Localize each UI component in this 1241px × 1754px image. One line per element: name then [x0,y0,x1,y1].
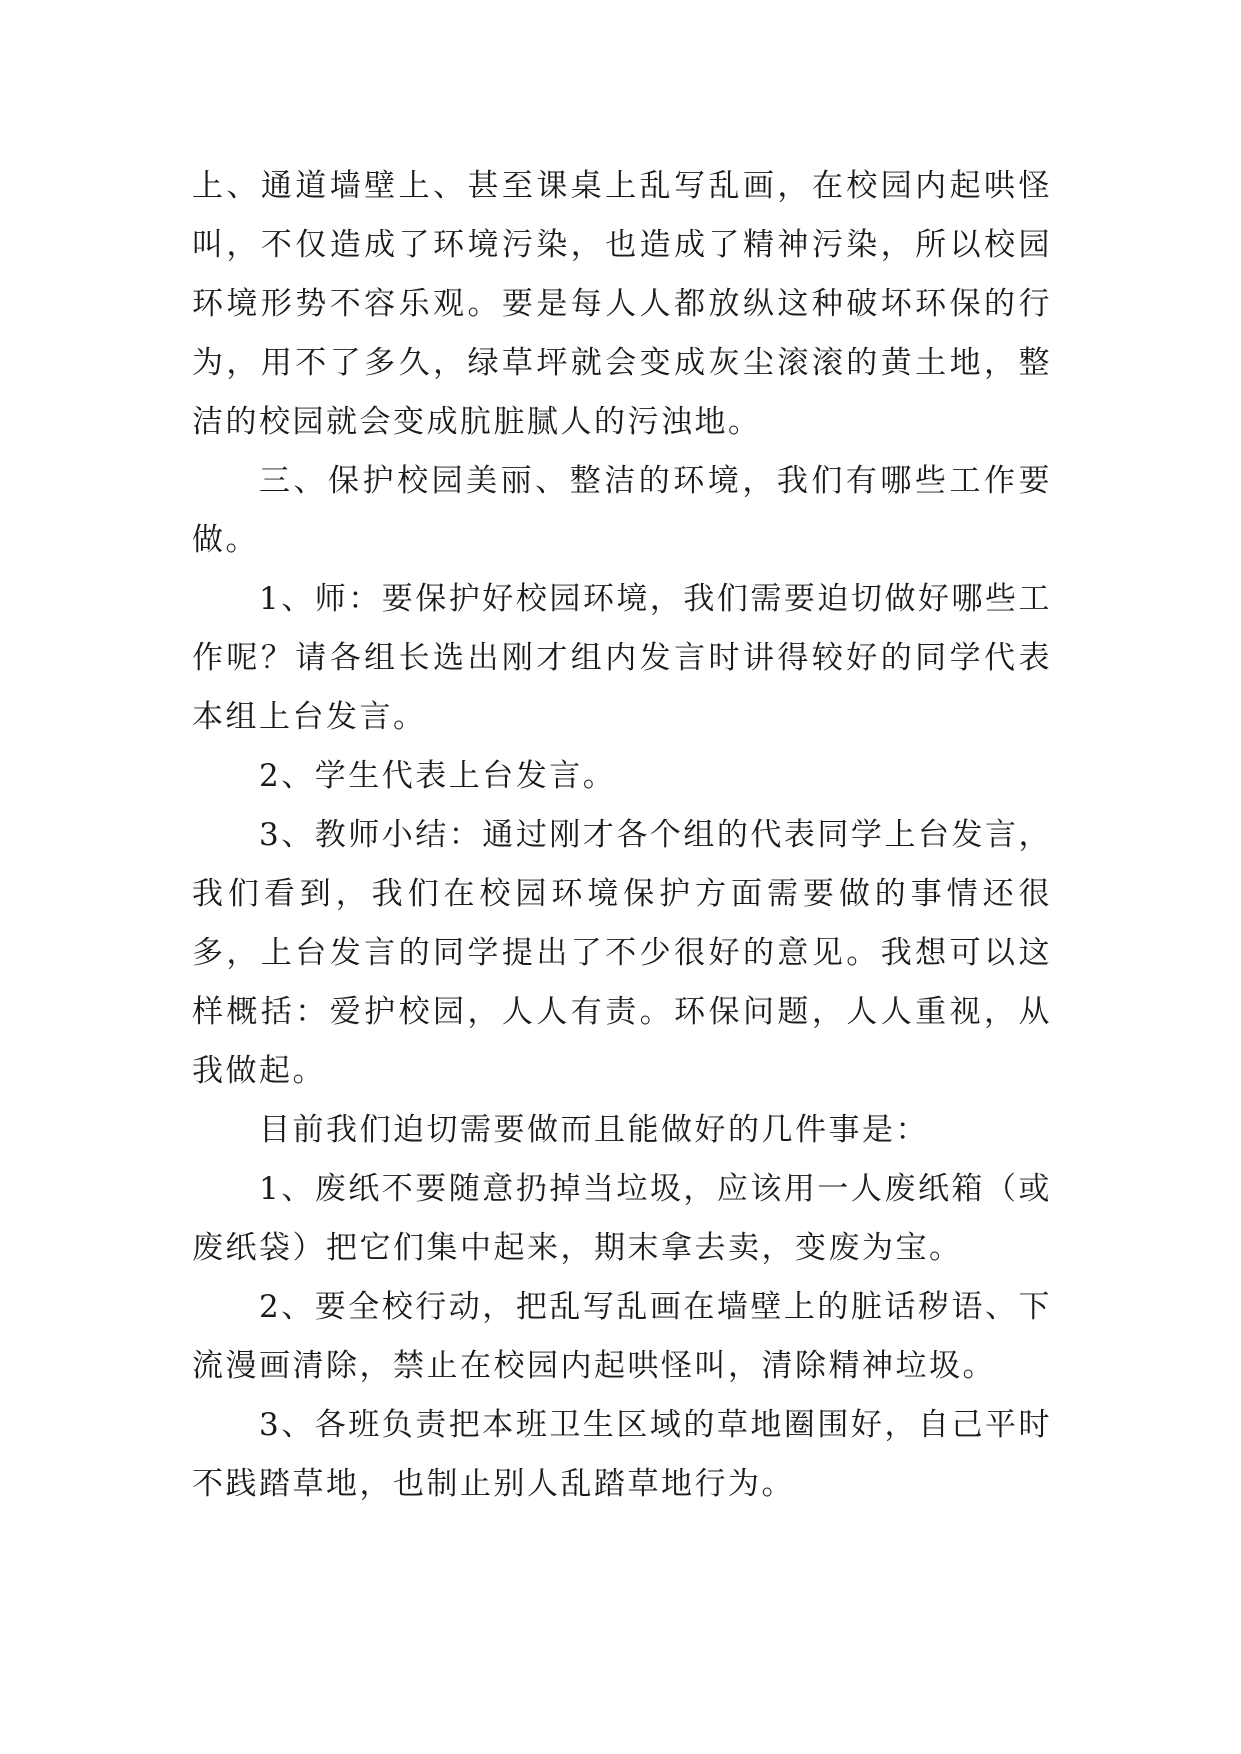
paragraph-item-1-teacher: 1、师：要保护好校园环境，我们需要迫切做好哪些工作呢？请各组长选出刚才组内发言时讲得较好的同学代表本组上台发言。 [192,581,1052,735]
paragraph-continuation: 上、通道墙壁上、甚至课桌上乱写乱画，在校园内起哄怪叫，不仅造成了环境污染，也造成了精神污染，所以校园环境形势不容乐观。要是每人人都放纵这种破坏环保的行为，用不了多久，绿草坪就会变成灰尘滚滚的黄土地，整洁的校园就会变成肮脏腻人的污浊地。 [192,168,1052,440]
paragraph-item-3-summary: 3、教师小结：通过刚才各个组的代表同学上台发言，我们看到，我们在校园环境保护方面需要做的事情还很多，上台发言的同学提出了不少很好的意见。我想可以这样概括：爱护校园，人人有责。环保问题，人人重视，从我做起。 [192,817,1052,1089]
paragraph-tasks-intro: 目前我们迫切需要做而且能做好的几件事是： [259,1112,929,1148]
paragraph-item-2-students: 2、学生代表上台发言。 [259,758,617,794]
document-body [192,157,1052,1514]
paragraph-task-2: 2、要全校行动，把乱写乱画在墙壁上的脏话秽语、下流漫画清除，禁止在校园内起哄怪叫，清除精神垃圾。 [192,1289,1052,1384]
paragraph-task-1: 1、废纸不要随意扔掉当垃圾，应该用一人废纸箱（或废纸袋）把它们集中起来，期末拿去卖，变废为宝。 [192,1171,1052,1266]
paragraph-section-three-heading: 三、保护校园美丽、整洁的环境，我们有哪些工作要做。 [192,463,1052,558]
paragraph-task-3: 3、各班负责把本班卫生区域的草地圈围好，自己平时不践踏草地，也制止别人乱踏草地行为。 [192,1407,1052,1502]
